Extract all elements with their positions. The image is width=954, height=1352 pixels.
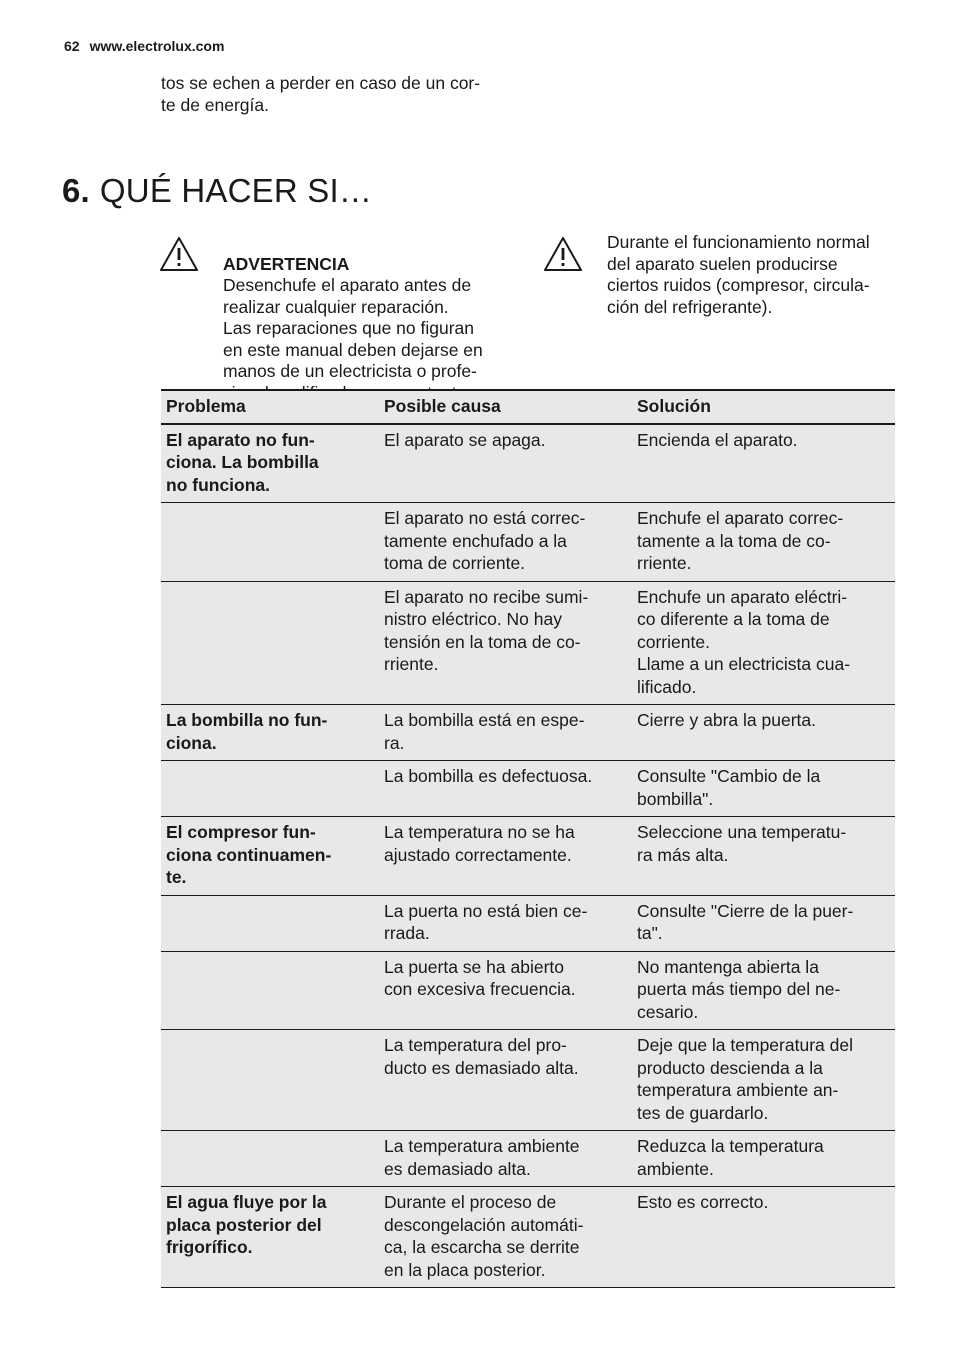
table-row	[161, 1187, 895, 1288]
column-header-problem: Problema	[161, 390, 379, 424]
solution-cell: Esto es correcto.	[632, 1187, 895, 1288]
warning-title: ADVERTENCIA	[223, 253, 350, 274]
cause-cell: La temperatura del pro- ducto es demasiado alta.	[379, 1030, 632, 1131]
problem-cell	[161, 951, 379, 1030]
table-body	[161, 424, 895, 1288]
warning-triangle-icon	[159, 236, 199, 272]
table-row	[161, 895, 895, 951]
warning-right-text: Durante el funcionamiento normal del aparato suelen producirse ciertos ruidos (compresor, circula- ción del refrigerante).	[607, 232, 870, 317]
table-row	[161, 705, 895, 761]
problem-cell: El agua fluye por la placa posterior del frigorífico.	[161, 1187, 379, 1288]
cause-cell: El aparato no recibe sumi- nistro eléctrico. No hay tensión en la toma de co- rriente.	[379, 581, 632, 705]
cause-cell: La temperatura ambiente es demasiado alta.	[379, 1131, 632, 1187]
table-row	[161, 817, 895, 896]
section-title	[62, 172, 372, 210]
warning-left-text	[223, 232, 483, 404]
intro-text-block	[161, 72, 521, 116]
cause-cell: La puerta se ha abierto con excesiva frecuencia.	[379, 951, 632, 1030]
solution-cell: Cierre y abra la puerta.	[632, 705, 895, 761]
column-header-solution: Solución	[632, 390, 895, 424]
cause-cell: Durante el proceso de descongelación automáti- ca, la escarcha se derrite en la placa posterior.	[379, 1187, 632, 1288]
problem-cell	[161, 581, 379, 705]
warning-triangle-icon	[543, 236, 583, 272]
cause-cell: La bombilla está en espe- ra.	[379, 705, 632, 761]
page-header	[64, 38, 224, 54]
solution-cell: Reduzca la temperatura ambiente.	[632, 1131, 895, 1187]
problem-cell	[161, 1030, 379, 1131]
cause-cell: La temperatura no se ha ajustado correctamente.	[379, 817, 632, 896]
solution-cell: Deje que la temperatura del producto descienda a la temperatura ambiente an- tes de guardarlo.	[632, 1030, 895, 1131]
solution-cell: Consulte "Cierre de la puer- ta".	[632, 895, 895, 951]
page-number: 62	[64, 38, 80, 54]
solution-cell: Enchufe el aparato correc- tamente a la toma de co- rriente.	[632, 503, 895, 582]
solution-cell: Enchufe un aparato eléctri- co diferente a la toma de corriente. Llame a un electricista cua- lificado.	[632, 581, 895, 705]
cause-cell: El aparato se apaga.	[379, 424, 632, 503]
problem-cell: El compresor fun- ciona continuamen- te.	[161, 817, 379, 896]
problem-cell	[161, 761, 379, 817]
table-row	[161, 761, 895, 817]
troubleshooting-table	[161, 389, 895, 1288]
table-row	[161, 1030, 895, 1131]
cause-cell: El aparato no está correc- tamente enchufado a la toma de corriente.	[379, 503, 632, 582]
solution-cell: No mantenga abierta la puerta más tiempo del ne- cesario.	[632, 951, 895, 1030]
cause-cell: La bombilla es defectuosa.	[379, 761, 632, 817]
column-header-cause: Posible causa	[379, 390, 632, 424]
intro-text: tos se echen a perder en caso de un cor- te de energía.	[161, 73, 481, 115]
table-header-row	[161, 390, 895, 424]
warning-left-body: Desenchufe el aparato antes de realizar cualquier reparación. Las reparaciones que no figuran en este manual deben dejarse en manos de un electricista o profe-	[223, 275, 483, 381]
table-row	[161, 581, 895, 705]
table-row	[161, 503, 895, 582]
problem-cell	[161, 503, 379, 582]
problem-cell	[161, 895, 379, 951]
table-row	[161, 951, 895, 1030]
cause-cell: La puerta no está bien ce- rrada.	[379, 895, 632, 951]
problem-cell: La bombilla no fun- ciona.	[161, 705, 379, 761]
solution-cell: Encienda el aparato.	[632, 424, 895, 503]
table-row	[161, 424, 895, 503]
solution-cell: Consulte "Cambio de la bombilla".	[632, 761, 895, 817]
section-number: 6.	[62, 172, 90, 209]
solution-cell: Seleccione una temperatu- ra más alta.	[632, 817, 895, 896]
table-row	[161, 1131, 895, 1187]
problem-cell: El aparato no fun- ciona. La bombilla no funciona.	[161, 424, 379, 503]
header-url: www.electrolux.com	[89, 38, 225, 54]
section-title-text: QUÉ HACER SI…	[99, 172, 373, 209]
problem-cell	[161, 1131, 379, 1187]
